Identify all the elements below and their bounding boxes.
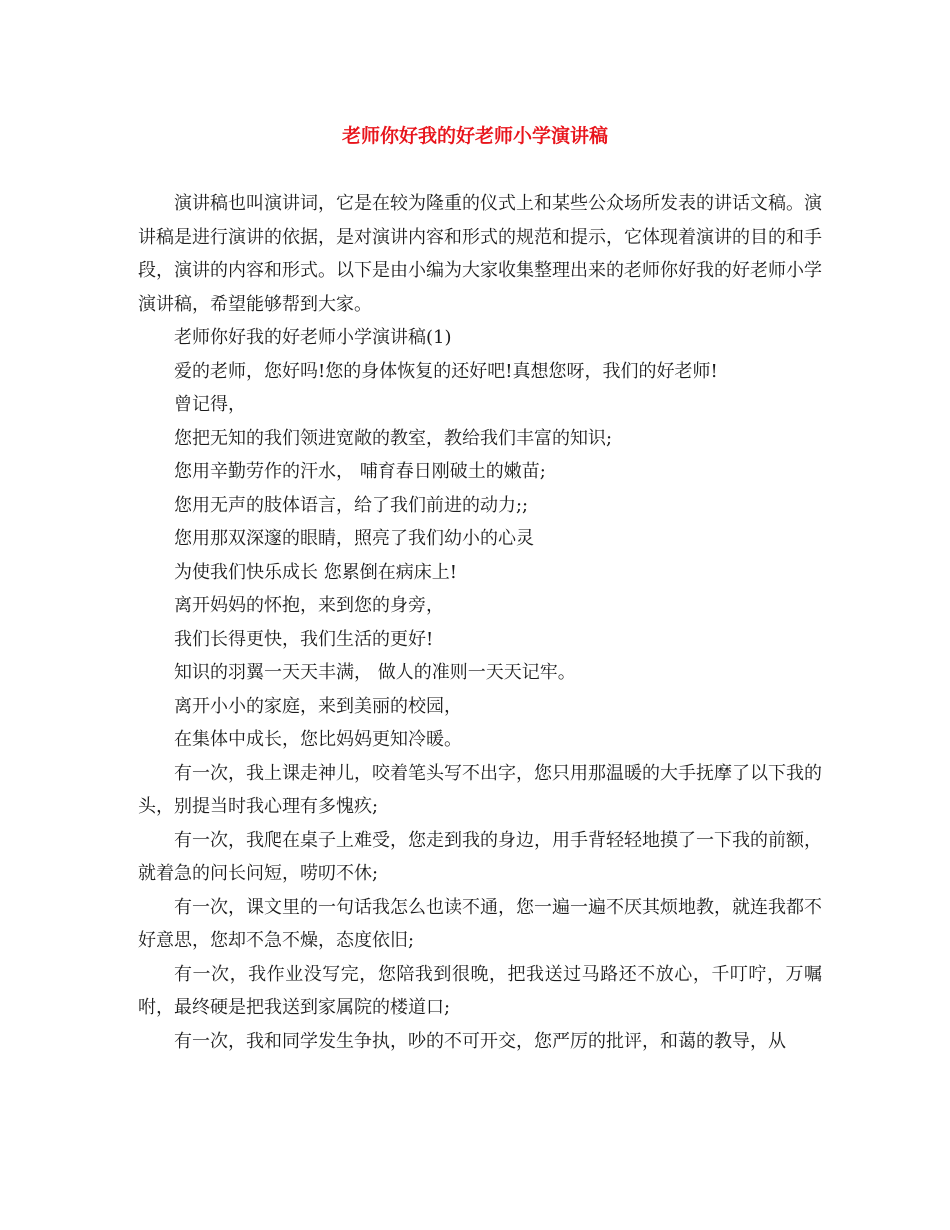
paragraph: 您用辛勤劳作的汗水， 哺育春日刚破土的嫩苗;	[174, 461, 546, 482]
paragraph: 爱的老师，您好吗!您的身体恢复的还好吧!真想您呀，我们的好老师!	[174, 360, 718, 382]
paragraph: 离开小小的家庭，来到美丽的校园，	[174, 695, 462, 717]
paragraph: 离开妈妈的怀抱，来到您的身旁，	[174, 595, 444, 616]
paragraph: 您把无知的我们领进宽敞的教室，教给我们丰富的知识;	[174, 427, 613, 449]
paragraph: 知识的羽翼一天天丰满， 做人的准则一天天记牢。	[174, 662, 576, 683]
paragraph: 有一次，我爬在桌子上难受，您走到我的身边，用手背轻轻地摸了一下我的前额，就着急的问长问短，唠叨不休;	[138, 829, 822, 884]
paragraph: 您用那双深邃的眼睛，照亮了我们幼小的心灵	[174, 528, 534, 549]
paragraph: 有一次，我上课走神儿，咬着笔头写不出字，您只用那温暖的大手抚摩了以下我的头，别提当时我心理有多愧疚;	[138, 762, 822, 817]
document-body	[138, 187, 822, 1058]
paragraph-truncated: 有一次，我和同学发生争执，吵的不可开交，您严厉的批评，和蔼的教导，从	[174, 1030, 786, 1052]
paragraph: 您用无声的肢体语言，给了我们前进的动力;;	[174, 494, 529, 516]
paragraph: 为使我们快乐成长 您累倒在病床上!	[174, 561, 457, 583]
paragraph-intro: 演讲稿也叫演讲词，它是在较为隆重的仪式上和某些公众场所发表的讲话文稿。演讲稿是进行演讲的依据，是对演讲内容和形式的规范和提示，它体现着演讲的目的和手段，演讲的内容和形式。以下是由小编为大家收集整理出来的老师你好我的好老师小学演讲稿，希望能够帮到大家。	[138, 193, 822, 315]
paragraph: 我们长得更快，我们生活的更好!	[174, 628, 434, 650]
paragraph: 有一次，我作业没写完，您陪我到很晚，把我送过马路还不放心，千叮咛，万嘱咐，最终硬是把我送到家属院的楼道口;	[138, 963, 822, 1018]
paragraph: 在集体中成长，您比妈妈更知冷暖。	[174, 729, 462, 750]
paragraph: 有一次，课文里的一句话我怎么也读不通，您一遍一遍不厌其烦地教，就连我都不好意思，您却不急不燥，态度依旧;	[138, 896, 822, 951]
paragraph-subtitle: 老师你好我的好老师小学演讲稿(1)	[174, 327, 452, 348]
paragraph: 曾记得，	[174, 394, 246, 415]
document-title: 老师你好我的好老师小学演讲稿	[341, 125, 608, 147]
